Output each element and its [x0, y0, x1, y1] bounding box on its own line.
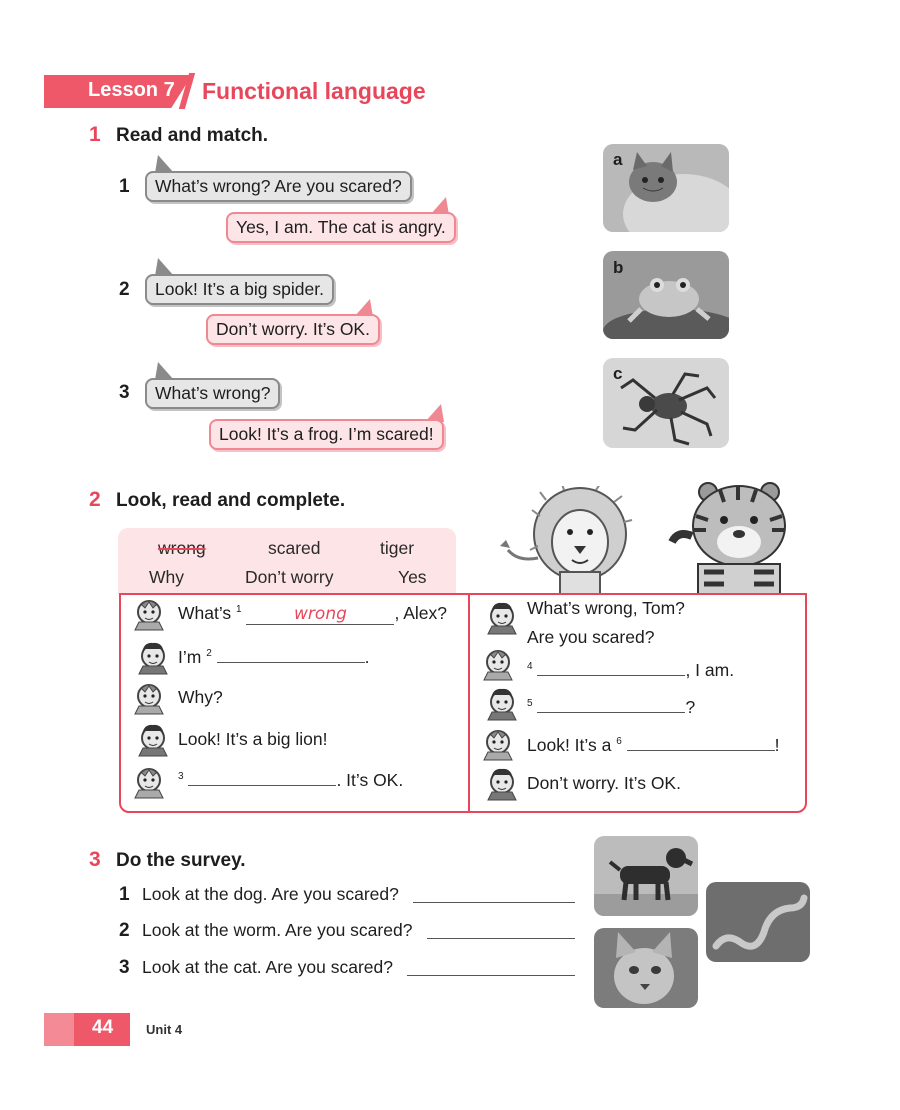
dialogue-line-left-2 [178, 647, 370, 668]
alex-avatar-icon [478, 646, 518, 687]
answer-blank-2[interactable] [217, 647, 365, 663]
line-text: What’s [178, 603, 237, 623]
gap-number: 5 [527, 698, 533, 710]
photo-letter-a: a [613, 150, 623, 169]
page-number: 44 [92, 1017, 114, 1038]
line-text: ? [685, 697, 696, 717]
section-2-number: 2 [89, 488, 101, 511]
tom-avatar-icon [482, 600, 522, 641]
example-answer: wrong [294, 604, 347, 624]
survey-answer-2[interactable] [427, 922, 575, 939]
alex-avatar-icon [478, 726, 518, 767]
word-bank-item: Why [149, 567, 184, 587]
alex-avatar-icon [129, 764, 169, 805]
speech-bubble-answer: Look! It’s a frog. I’m scared! [209, 419, 444, 450]
word-bank-item: wrong [158, 538, 206, 558]
line-text: . It’s OK. [336, 770, 404, 790]
item-1-number: 1 [119, 176, 130, 197]
survey-item-1-number: 1 [119, 884, 130, 905]
gap-number: 1 [236, 604, 242, 616]
section-3-title: Do the survey. [116, 850, 246, 871]
answer-blank-1[interactable] [246, 603, 394, 625]
line-text: ! [774, 735, 780, 755]
speech-bubble-question: Look! It’s a big spider. [145, 274, 334, 305]
photo-letter-c: c [613, 364, 623, 383]
survey-item-3-number: 3 [119, 957, 130, 978]
dialogue-line-left-3: Why? [178, 687, 223, 707]
survey-answer-1[interactable] [413, 886, 575, 903]
section-1-number: 1 [89, 123, 101, 146]
alex-avatar-icon [129, 680, 169, 721]
survey-answer-3[interactable] [407, 959, 575, 976]
dialogue-line-right-3 [527, 697, 695, 718]
alex-avatar-icon [129, 596, 169, 637]
tom-avatar-icon [482, 686, 522, 727]
dialogue-line-left-4: Look! It’s a big lion! [178, 729, 328, 749]
unit-label: Unit 4 [146, 1022, 183, 1037]
answer-blank-3[interactable] [188, 770, 336, 786]
dialogue-line-left-5 [178, 770, 403, 791]
lion-illustration [498, 486, 638, 594]
tiger-illustration [668, 480, 800, 594]
speech-bubble-answer: Don’t worry. It’s OK. [206, 314, 380, 345]
gap-number: 4 [527, 661, 533, 673]
survey-item-2-number: 2 [119, 920, 130, 941]
line-text: , I am. [685, 660, 735, 680]
word-bank-item: tiger [380, 538, 415, 558]
line-text: , Alex? [394, 603, 448, 623]
dialogue-line-right-4 [527, 735, 780, 756]
tom-avatar-icon [482, 766, 522, 807]
survey-question-2: Look at the worm. Are you scared? [142, 920, 413, 940]
tom-avatar-icon [133, 722, 173, 763]
line-text: Look! It’s a [527, 735, 617, 755]
word-bank-item: Don’t worry [245, 567, 334, 587]
answer-blank-6[interactable] [627, 735, 775, 751]
lesson-label: Lesson 7 [88, 79, 175, 101]
section-3-number: 3 [89, 848, 101, 871]
speech-bubble-question: What’s wrong? [145, 378, 280, 409]
line-text: I’m [178, 647, 207, 667]
dialogue-line-right-2 [527, 660, 734, 681]
lesson-title: Functional language [202, 78, 426, 104]
dog-photo [594, 836, 698, 916]
gap-number: 3 [178, 771, 184, 783]
dialogue-divider [468, 595, 470, 811]
gap-number: 2 [206, 648, 212, 660]
gap-number: 6 [616, 736, 622, 748]
answer-blank-4[interactable] [537, 660, 685, 676]
speech-bubble-answer: Yes, I am. The cat is angry. [226, 212, 456, 243]
dialogue-line-right-1b: Are you scared? [527, 627, 655, 647]
item-3-number: 3 [119, 382, 130, 403]
answer-blank-5[interactable] [537, 697, 685, 713]
section-2-title: Look, read and complete. [116, 490, 346, 511]
photo-letter-b: b [613, 258, 624, 277]
dialogue-line-left-1 [178, 603, 447, 625]
survey-question-1: Look at the dog. Are you scared? [142, 884, 399, 904]
section-1-title: Read and match. [116, 125, 269, 146]
speech-bubble-question: What’s wrong? Are you scared? [145, 171, 412, 202]
item-2-number: 2 [119, 279, 130, 300]
worm-photo [706, 882, 810, 962]
dialogue-line-right-5: Don’t worry. It’s OK. [527, 773, 681, 793]
survey-question-3: Look at the cat. Are you scared? [142, 957, 393, 977]
word-bank-item: Yes [398, 567, 427, 587]
line-text: . [364, 647, 370, 667]
page-number-accent [44, 1013, 74, 1046]
cat-photo [594, 928, 698, 1008]
dialogue-line-right-1a: What’s wrong, Tom? [527, 598, 685, 618]
tom-avatar-icon [133, 640, 173, 681]
word-bank-item: scared [268, 538, 321, 558]
